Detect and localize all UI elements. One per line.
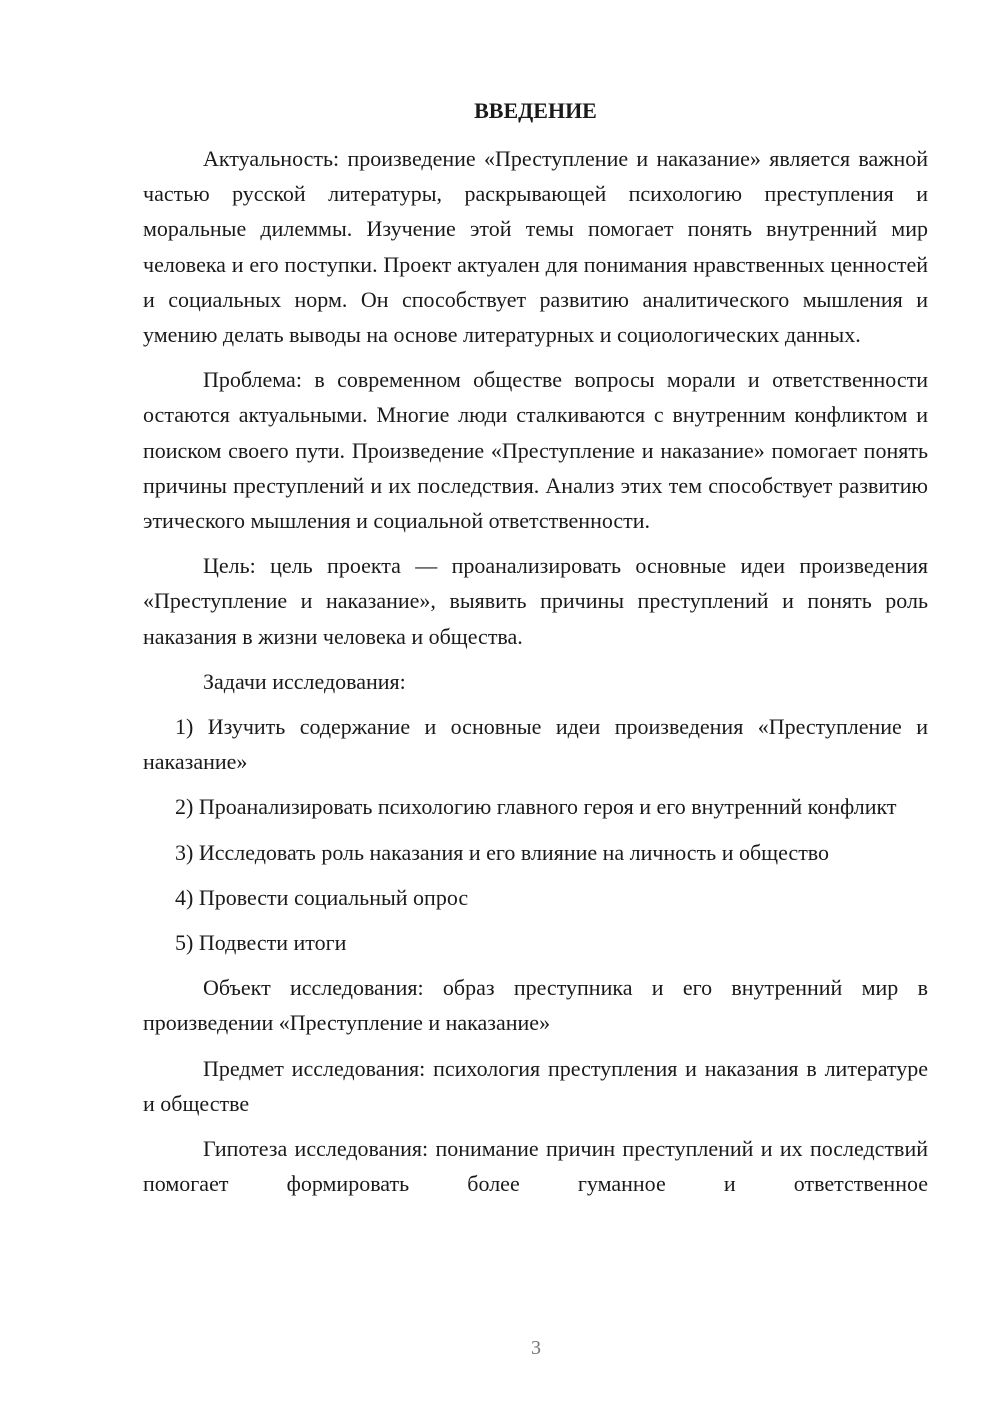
paragraph-subject: Предмет исследования: психология преступления и наказания в литературе и обществе <box>143 1055 928 1116</box>
list-item-task-5: 5) Подвести итоги <box>175 930 347 956</box>
paragraph-goal: Цель: цель проекта — проанализировать основные идеи произведения «Преступление и наказание», выявить причины преступлений и понять роль наказания в жизни человека и общества. <box>143 553 928 649</box>
list-item-task-3: 3) Исследовать роль наказания и его влияние на личность и общество <box>175 839 830 865</box>
paragraph-relevance: Актуальность: произведение «Преступление и наказание» является важной частью русской литературы, раскрывающей психологию преступления и моральные дилеммы. Изучение этой темы помогает понять внутренний мир человека и его поступки. Проект актуален для понимания нравственных ценностей и социальных норм. Он способствует развитию аналитического мышления и умению делать выводы на основе литературных и социологических данных. <box>143 146 928 348</box>
document-body <box>143 141 928 1201</box>
paragraph-problem: Проблема: в современном обществе вопросы морали и ответственности остаются актуальными. Многие люди сталкиваются с внутренним конфликтом и поиском своего пути. Произведение «Преступление и наказание» помогает понять причины преступлений и их последствия. Анализ этих тем способствует развитию этического мышления и социальной ответственности. <box>143 367 928 534</box>
list-item-task-2: 2) Проанализировать психологию главного героя и его внутренний конфликт <box>175 794 897 820</box>
page-title: ВВЕДЕНИЕ <box>474 98 597 123</box>
list-item-task-4: 4) Провести социальный опрос <box>175 884 469 910</box>
paragraph-object: Объект исследования: образ преступника и его внутренний мир в произведении «Преступление и наказание» <box>143 975 928 1036</box>
paragraph-hypothesis: Гипотеза исследования: понимание причин преступлений и их последствий помогает формировать более гуманное и ответственное <box>143 1136 928 1197</box>
page-number: 3 <box>531 1337 541 1359</box>
paragraph-tasks-heading: Задачи исследования: <box>203 668 406 694</box>
list-item-task-1: 1) Изучить содержание и основные идеи произведения «Преступление и наказание» <box>143 714 928 775</box>
